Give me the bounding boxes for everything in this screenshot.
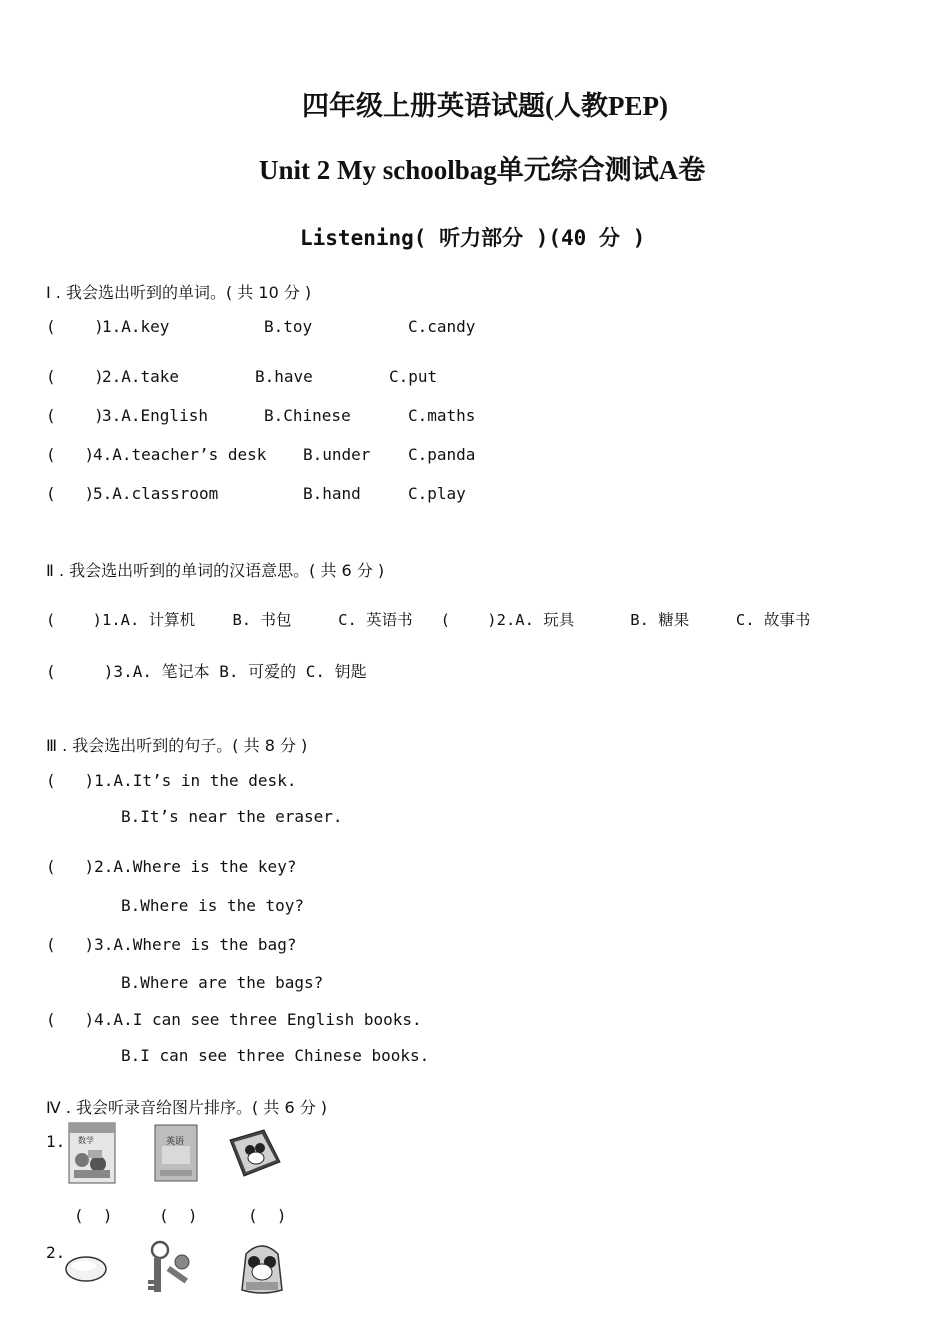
s1-q1-option-b: B.toy (264, 317, 313, 336)
section-1-heading: Ⅰ . 我会选出听到的单词。( 共 10 分 ) (46, 283, 312, 302)
s1-q1-option-a: 1.A.key (102, 317, 170, 336)
s3-q3-b: B.Where are the bags? (121, 973, 324, 992)
listening-heading: Listening( 听力部分 )(40 分 ) (300, 226, 646, 250)
section-2-heading: Ⅱ . 我会选出听到的单词的汉语意思。( 共 6 分 ) (46, 561, 385, 580)
eraser-picture (64, 1252, 108, 1284)
s1-q5-option-b: B.hand (303, 484, 361, 503)
english-book-picture (154, 1124, 198, 1182)
s3-q4-b: B.I can see three Chinese books. (121, 1046, 430, 1065)
s1-q2-option-b: B.have (255, 367, 313, 386)
section-4-heading: Ⅳ . 我会听录音给图片排序。( 共 6 分 ) (46, 1098, 328, 1117)
schoolbag-picture (236, 1238, 288, 1296)
s1-q4-paren: ( ) (46, 445, 95, 464)
page-subtitle: Unit 2 My schoolbag单元综合测试A卷 (259, 155, 706, 185)
s3-q4-a: ( )4.A.I can see three English books. (46, 1010, 422, 1029)
s1-q4-option-a: 4.A.teacher’s desk (93, 445, 267, 464)
page-title: 四年级上册英语试题(人教PEP) (302, 91, 668, 121)
s1-q2-paren: ( ) (46, 367, 104, 386)
s2-line-1: ( )1.A. 计算机 B. 书包 C. 英语书 ( )2.A. 玩具 B. 糖果 C. 故事书 (46, 611, 811, 629)
s3-q2-a: ( )2.A.Where is the key? (46, 857, 297, 876)
s1-q5-paren: ( ) (46, 484, 95, 503)
s3-q1-a: ( )1.A.It’s in the desk. (46, 771, 297, 790)
s4-row-1-number: 1. (46, 1132, 66, 1151)
s1-q2-option-c: C.put (389, 367, 438, 386)
s1-q4-option-b: B.under (303, 445, 371, 464)
math-book-picture (68, 1122, 116, 1184)
s1-q3-paren: ( ) (46, 406, 104, 425)
s3-q3-a: ( )3.A.Where is the bag? (46, 935, 297, 954)
keys-picture (146, 1240, 198, 1296)
s1-q3-option-c: C.maths (408, 406, 476, 425)
s1-q1-paren: ( ) (46, 317, 104, 336)
s1-q3-option-b: B.Chinese (264, 406, 351, 425)
s2-line-2: ( )3.A. 笔记本 B. 可爱的 C. 钥匙 (46, 662, 367, 681)
s3-q2-b: B.Where is the toy? (121, 896, 305, 915)
s1-q1-option-c: C.candy (408, 317, 476, 336)
english-book-label: 英语 (166, 1137, 185, 1147)
storybook-picture (226, 1128, 282, 1178)
math-book-label: 数学 (78, 1136, 94, 1145)
s1-q4-option-c: C.panda (408, 445, 476, 464)
s4-row-2-number: 2. (46, 1243, 66, 1262)
s3-q1-b: B.It’s near the eraser. (121, 807, 343, 826)
s1-q5-option-a: 5.A.classroom (93, 484, 219, 503)
s1-q5-option-c: C.play (408, 484, 466, 503)
section-3-heading: Ⅲ . 我会选出听到的句子。( 共 8 分 ) (46, 736, 308, 755)
s4-row-1-blank-1: ( ) (74, 1206, 113, 1225)
s1-q3-option-a: 3.A.English (102, 406, 208, 425)
s4-row-1-blank-3: ( ) (248, 1206, 287, 1225)
s1-q2-option-a: 2.A.take (102, 367, 180, 386)
s4-row-1-blank-2: ( ) (159, 1206, 198, 1225)
